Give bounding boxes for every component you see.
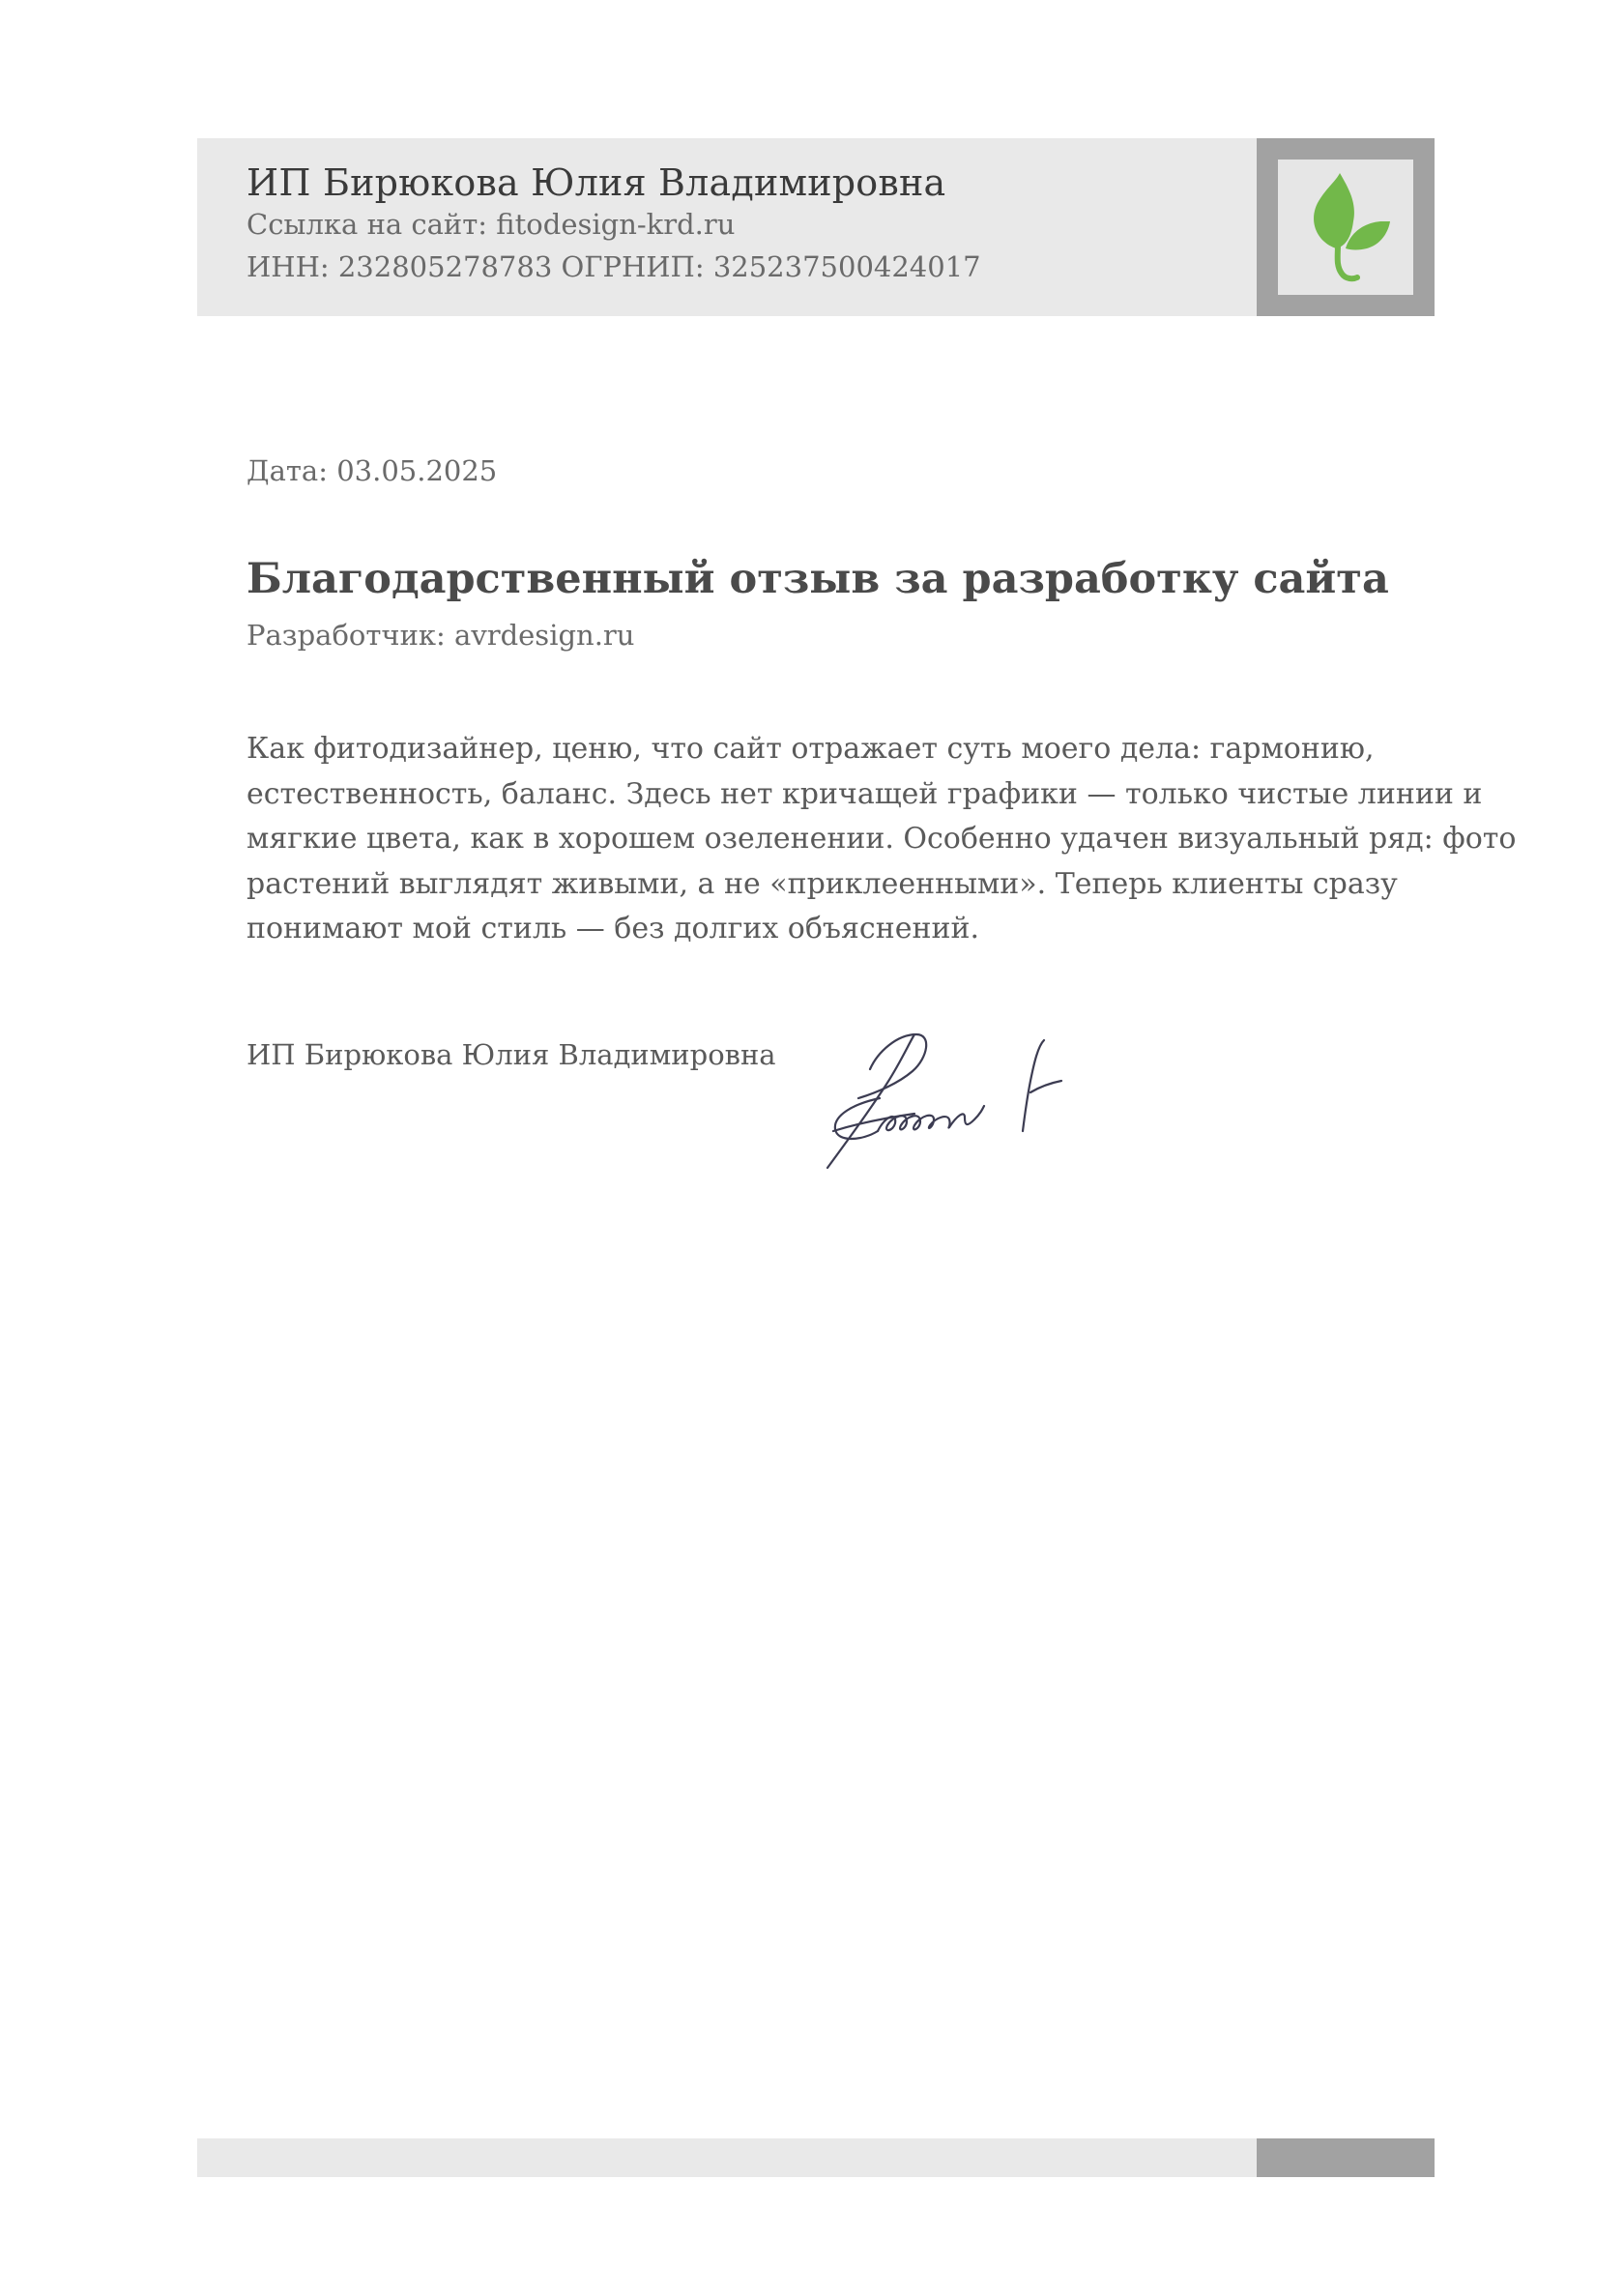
handwritten-signature — [820, 1023, 1090, 1177]
company-name: ИП Бирюкова Юлия Владимировна — [246, 161, 946, 204]
footer-band — [197, 2138, 1257, 2177]
body-line: мягкие цвета, как в хорошем озеленении. Особенно удачен визуальный ряд: фото — [246, 822, 1517, 856]
date-label: Дата: — [246, 454, 328, 487]
body-line: естественность, баланс. Здесь нет кричащей графики — только чистые линии и — [246, 776, 1483, 811]
letterhead-header — [197, 138, 1257, 316]
footer-accent — [1257, 2138, 1435, 2177]
logo-frame — [1257, 138, 1435, 316]
developer-line: Разработчик: avrdesign.ru — [246, 619, 635, 652]
logo-box — [1278, 160, 1413, 295]
letter-date — [246, 454, 497, 487]
website-line: Ссылка на сайт: fitodesign-krd.ru — [246, 208, 736, 241]
body-line: понимают мой стиль — без долгих объяснений. — [246, 912, 979, 945]
body-line: растений выглядят живыми, а не «приклеенными». Теперь клиенты сразу — [246, 866, 1398, 901]
registration-ids: ИНН: 232805278783 ОГРНИП: 325237500424017 — [246, 250, 981, 283]
leaf-icon — [1278, 160, 1413, 295]
signer-name: ИП Бирюкова Юлия Владимировна — [246, 1038, 776, 1071]
body-line: Как фитодизайнер, ценю, что сайт отражает суть моего дела: гармонию, — [246, 732, 1375, 766]
letter-title: Благодарственный отзыв за разработку сайта — [246, 555, 1389, 603]
letter-body — [246, 727, 1517, 952]
date-value: 03.05.2025 — [336, 454, 498, 487]
